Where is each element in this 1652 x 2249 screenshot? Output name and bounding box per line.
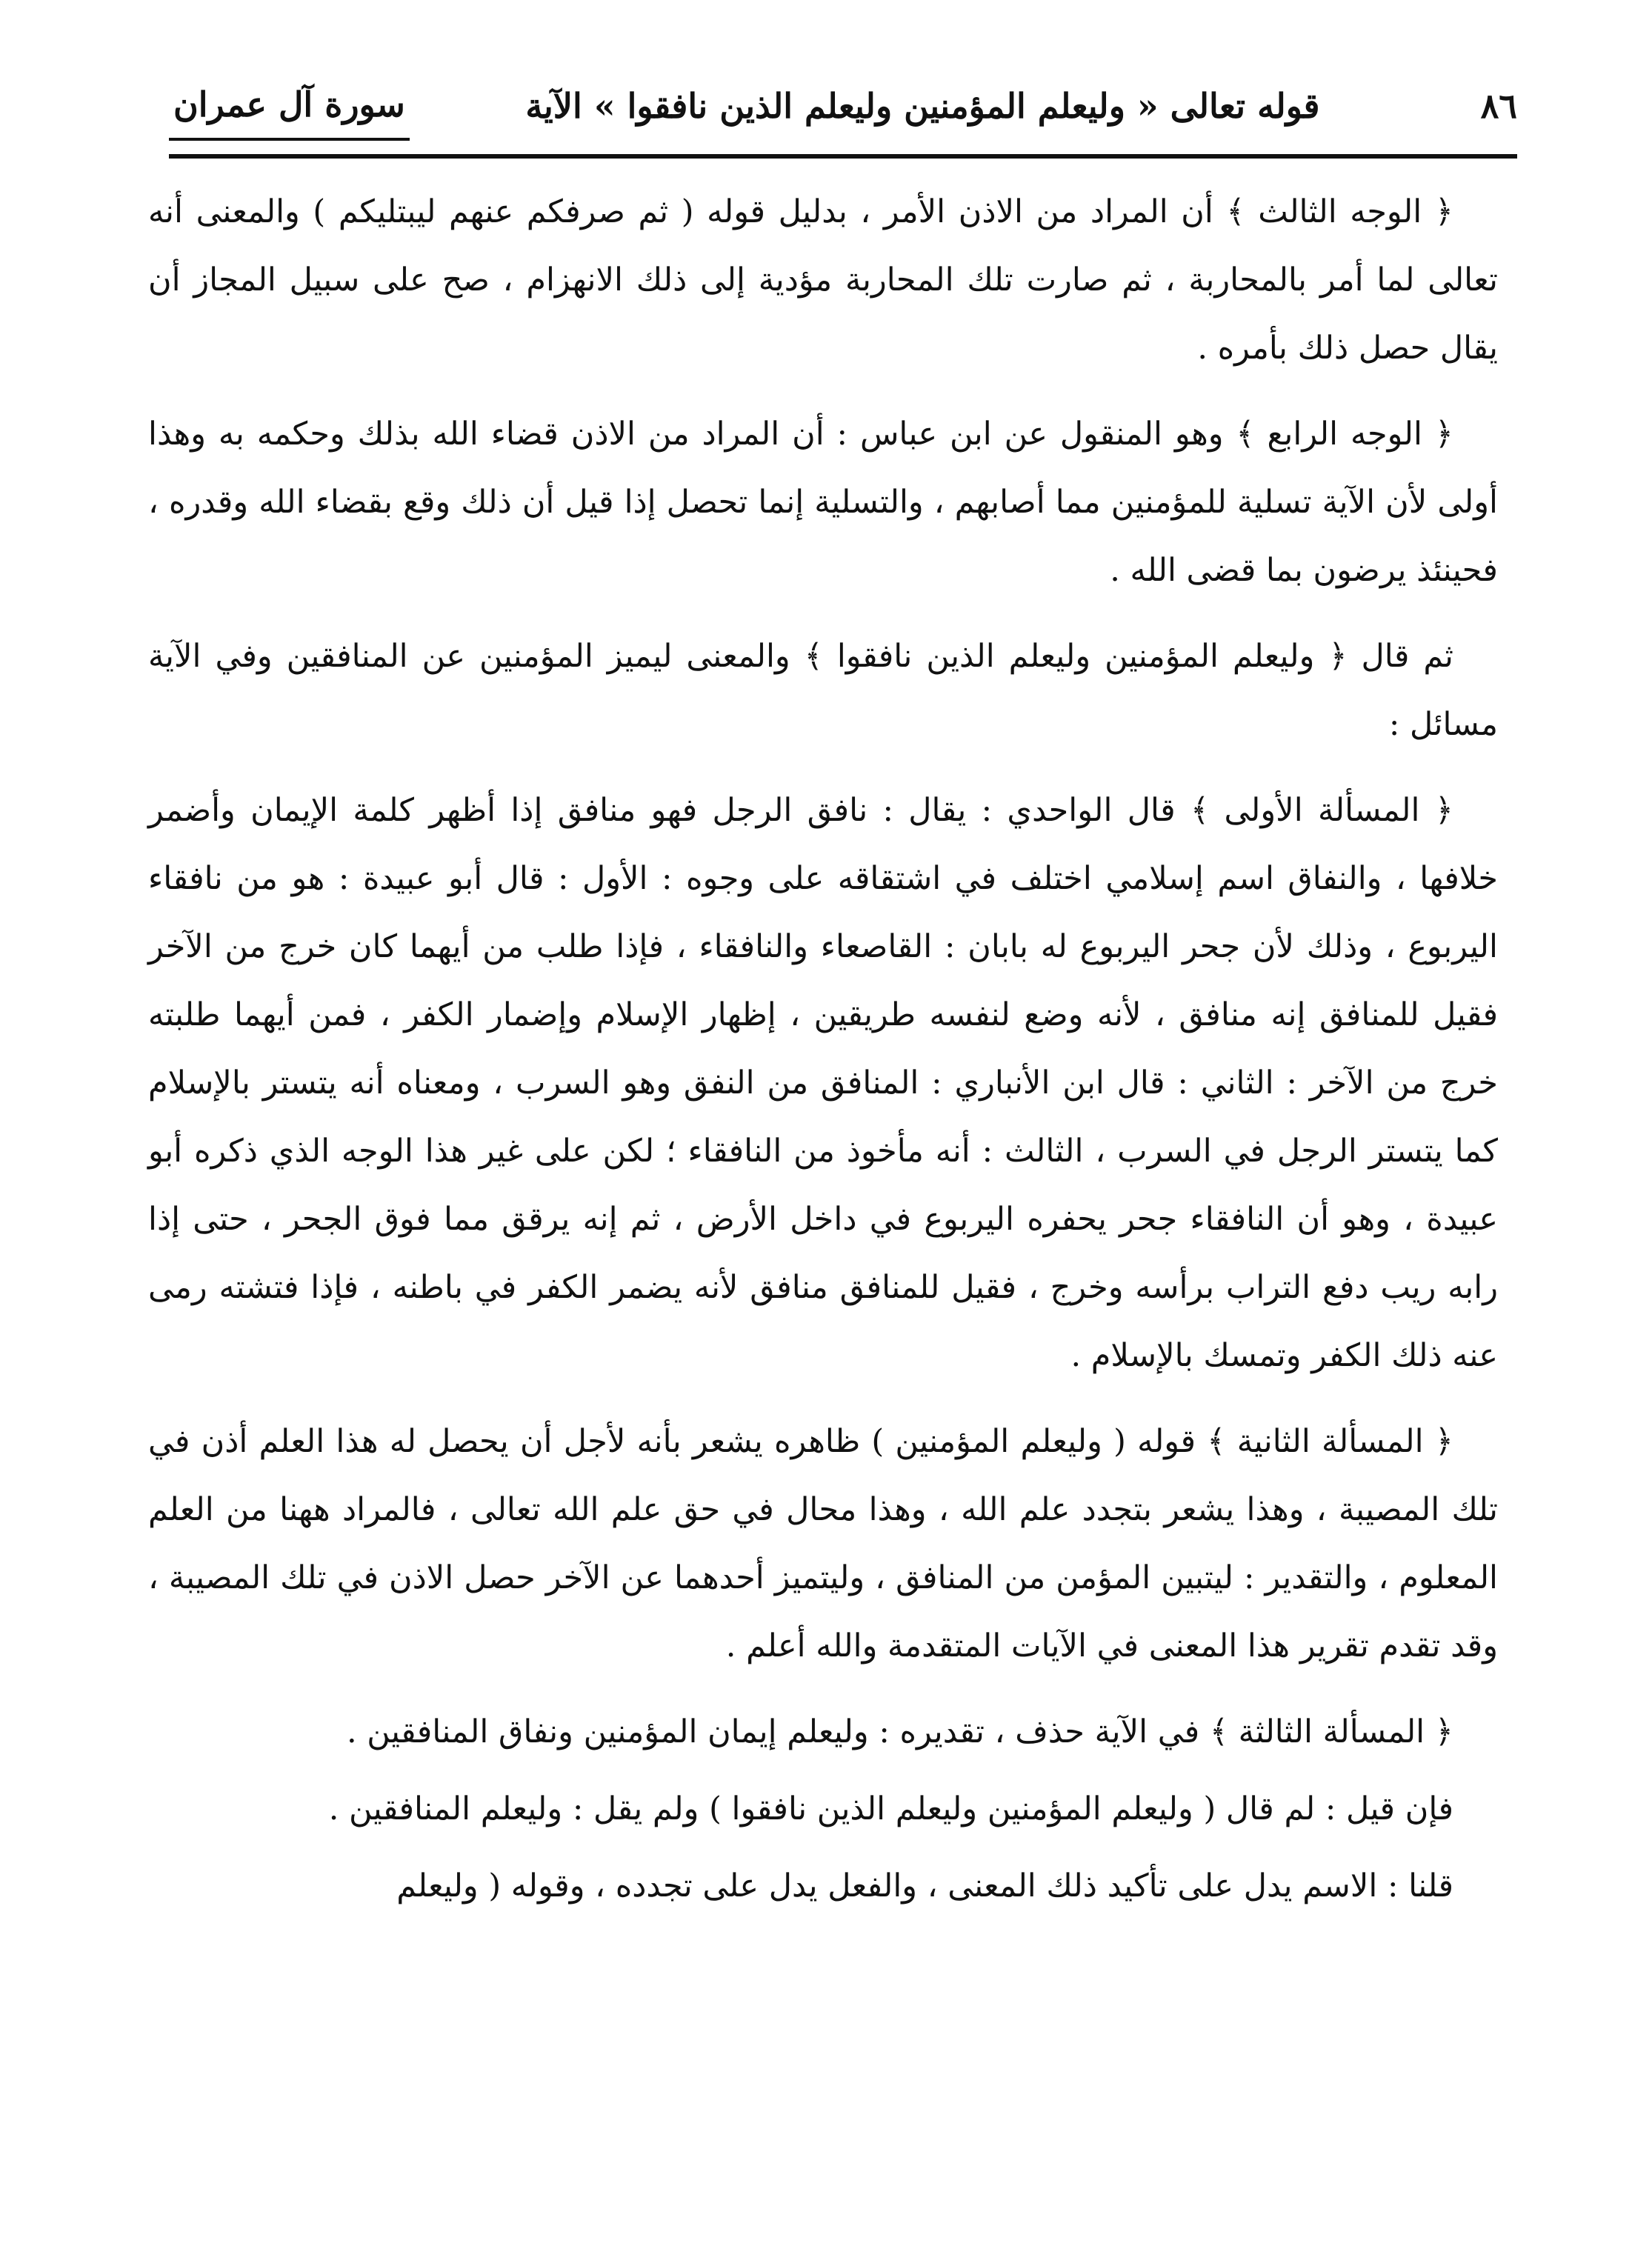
paragraph-third-question: ﴿ المسألة الثالثة ﴾ في الآية حذف ، تقديره : وليعلم إيمان المؤمنين ونفاق المنافقين .: [346, 1713, 1453, 1750]
paragraph-answer: قلنا : الاسم يدل على تأكيد ذلك المعنى ، والفعل يدل على تجدده ، وقوله ( وليعلم: [396, 1867, 1453, 1905]
paragraph-second-question: ﴿ المسألة الثانية ﴾ قوله ( وليعلم المؤمنين ) ظاهره يشعر بأنه لأجل أن يحصل له هذا العلم أذن في تلك المصيبة ، وهذا يشعر بتجدد علم الله ، وهذا محال في حق علم الله تعالى ، فالمراد ههنا من العلم المعلوم ، والتقدير : ليتبين المؤمن من المنافق ، وليتميز أحدهما عن الآخر حصل الاذن في تلك المصيبة ، وقد تقدم تقرير هذا المعنى في الآيات المتقدمة والله أعلم .: [148, 1423, 1498, 1665]
paragraph-verse-intro: ثم قال ﴿ وليعلم المؤمنين وليعلم الذين نافقوا ﴾ والمعنى ليميز المؤمنين عن المنافقين وفي الآية مسائل :: [148, 638, 1498, 743]
paragraph-fourth-aspect: ﴿ الوجه الرابع ﴾ وهو المنقول عن ابن عباس : أن المراد من الاذن قضاء الله بذلك وحكمه به وهذا أولى لأن الآية تسلية للمؤمنين مما أصابهم ، والتسلية إنما تحصل إذا قيل أن ذلك وقع بقضاء الله وقدره ، فحينئذ يرضون بما قضى الله .: [148, 416, 1498, 589]
paragraph-third-aspect: ﴿ الوجه الثالث ﴾ أن المراد من الاذن الأمر ، بدليل قوله ( ثم صرفكم عنهم ليبتليكم ) والمعنى أنه تعالى لما أمر بالمحاربة ، ثم صارت تلك المحاربة مؤدية إلى ذلك الانهزام ، صح على سبيل المجاز أن يقال حصل ذلك بأمره .: [148, 193, 1498, 367]
header-line: [169, 73, 1517, 139]
surah-name: سورة آل عمران: [169, 71, 410, 141]
page-body: [148, 178, 1498, 1929]
paragraph-first-question: ﴿ المسألة الأولى ﴾ قال الواحدي : يقال : نافق الرجل فهو منافق إذا أظهر كلمة الإيمان وأضمر خلافها ، والنفاق اسم إسلامي اختلف في اشتقاقه على وجوه : الأول : قال أبو عبيدة : هو من نافقاء اليربوع ، وذلك لأن جحر اليربوع له بابان : القاصعاء والنافقاء ، فإذا طلب من أيهما كان خرج من الآخر فقيل للمنافق إنه منافق ، لأنه وضع لنفسه طريقين ، إظهار الإسلام وإضمار الكفر ، فمن أيهما طلبته خرج من الآخر : الثاني : قال ابن الأنباري : المنافق من النفق وهو السرب ، ومعناه أنه يتستر بالإسلام كما يتستر الرجل في السرب ، الثالث : أنه مأخوذ من النافقاء ؛ لكن على غير هذا الوجه الذي ذكره أبو عبيدة ، وهو أن النافقاء جحر يحفره اليربوع في داخل الأرض ، ثم إنه يرقق مما فوق الجحر ، حتى إذا رابه ريب دفع التراب برأسه وخرج ، فقيل للمنافق منافق لأنه يضمر الكفر في باطنه ، فإذا فتشته رمى عنه ذلك الكفر وتمسك بالإسلام .: [148, 792, 1498, 1374]
running-title: قوله تعالى « وليعلم المؤمنين وليعلم الذين نافقوا » الآية: [525, 86, 1320, 126]
page-header: [169, 65, 1517, 159]
page-number: ٨٦: [1480, 86, 1517, 126]
paragraph-objection: فإن قيل : لم قال ( وليعلم المؤمنين وليعلم الذين نافقوا ) ولم يقل : وليعلم المنافقين .: [328, 1790, 1453, 1827]
